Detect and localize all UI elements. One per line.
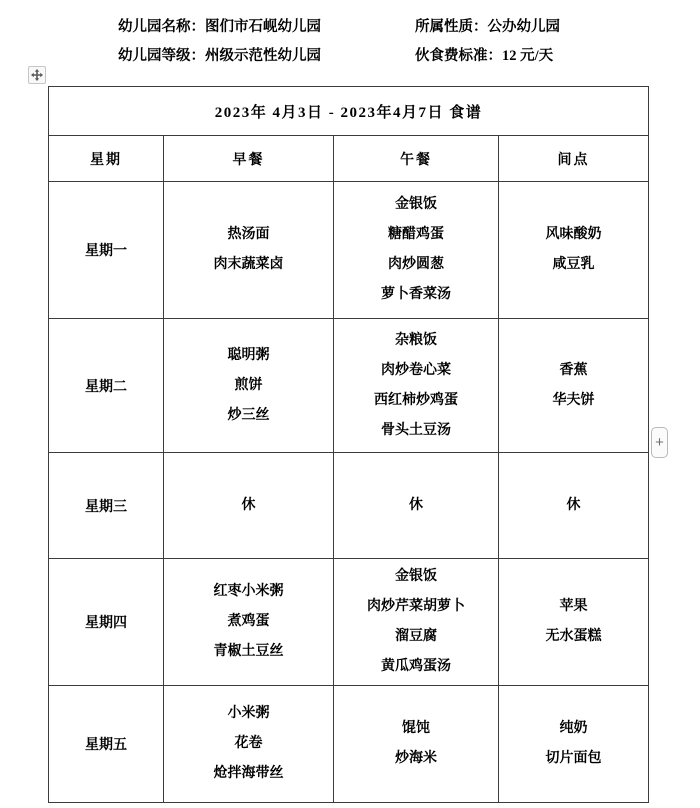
document-header: [0, 11, 700, 69]
snack-cell: [499, 453, 649, 559]
meal-fee-label: 伙食费标准：: [415, 48, 502, 64]
four-way-arrow-icon: [31, 69, 43, 81]
dish: 糖醋鸡蛋: [388, 227, 444, 242]
dish: 骨头土豆汤: [381, 422, 451, 438]
dish: 青椒土豆丝: [213, 644, 284, 659]
dish: 休: [409, 497, 423, 513]
dish: 肉炒卷心菜: [381, 362, 451, 378]
dish: 休: [241, 497, 256, 513]
table-row-monday: [49, 182, 649, 319]
dish: 苹果: [559, 599, 588, 614]
dish: 小米粥: [227, 706, 270, 721]
breakfast-cell: [164, 559, 334, 686]
table-row-friday: [49, 686, 649, 803]
day-cell: 星期四: [49, 559, 164, 686]
header-line-2: [0, 40, 700, 69]
add-button[interactable]: [651, 427, 668, 458]
lunch-cell: [334, 453, 499, 559]
table-row-thursday: [49, 559, 649, 686]
day-cell: 星期二: [49, 319, 164, 453]
menu-title: 2023年 4月3日 - 2023年4月7日 食谱: [49, 87, 649, 136]
day-cell: 星期一: [49, 182, 164, 319]
dish: 风味酸奶: [545, 227, 602, 242]
dish: 煎饼: [234, 377, 263, 393]
lunch-cell: [334, 182, 499, 319]
dish: 杂粮饭: [395, 332, 437, 348]
dish: 黄瓜鸡蛋汤: [381, 659, 451, 674]
day-cell: 星期三: [49, 453, 164, 559]
col-header-breakfast: 早餐: [164, 136, 334, 182]
snack-cell: [499, 182, 649, 319]
grade-value: 州级示范性幼儿园: [205, 48, 321, 64]
breakfast-cell: [164, 319, 334, 453]
dish: 咸豆乳: [552, 257, 595, 272]
dish: 金银饭: [395, 569, 437, 584]
dish: 馄饨: [402, 721, 430, 736]
col-header-lunch: 午餐: [334, 136, 499, 182]
dish: 纯奶: [559, 721, 588, 736]
dish: 切片面包: [545, 751, 602, 766]
lunch-cell: [334, 686, 499, 803]
snack-cell: [499, 559, 649, 686]
lunch-cell: [334, 319, 499, 453]
grade-label: 幼儿园等级：: [118, 48, 205, 64]
header-line-1: [0, 11, 700, 40]
dish: 休: [566, 497, 581, 513]
breakfast-cell: [164, 182, 334, 319]
snack-cell: [499, 686, 649, 803]
dish: 金银饭: [395, 197, 437, 212]
table-move-handle[interactable]: [28, 66, 46, 84]
dish: 溜豆腐: [395, 629, 437, 644]
table-header-row: [49, 136, 649, 182]
col-header-day: 星期: [49, 136, 164, 182]
kindergarten-name-value: 图们市石岘幼儿园: [205, 19, 321, 35]
dish: 肉炒圆葱: [388, 257, 444, 272]
dish: 炝拌海带丝: [213, 766, 284, 781]
dish: 华夫饼: [552, 392, 595, 408]
dish: 无水蛋糕: [545, 629, 602, 644]
day-cell: 星期五: [49, 686, 164, 803]
dish: 煮鸡蛋: [227, 614, 270, 629]
ownership-label: 所属性质：: [415, 19, 488, 35]
menu-table: [48, 86, 649, 803]
snack-cell: [499, 319, 649, 453]
plus-icon: +: [655, 434, 664, 451]
dish: 炒海米: [395, 751, 437, 766]
dish: 肉炒芹菜胡萝卜: [367, 599, 465, 614]
dish: 聪明粥: [227, 347, 270, 363]
table-row-wednesday: [49, 453, 649, 559]
meal-fee-value: 12 元/天: [502, 48, 554, 64]
dish: 红枣小米粥: [213, 584, 284, 599]
table-row-tuesday: [49, 319, 649, 453]
dish: 香蕉: [559, 362, 588, 378]
dish: 炒三丝: [227, 407, 270, 423]
table-title-row: [49, 87, 649, 136]
dish: 热汤面: [227, 227, 270, 242]
ownership-value: 公办幼儿园: [487, 19, 560, 35]
breakfast-cell: [164, 453, 334, 559]
kindergarten-name-label: 幼儿园名称：: [118, 19, 205, 35]
dish: 萝卜香菜汤: [381, 287, 451, 302]
dish: 西红柿炒鸡蛋: [374, 392, 458, 408]
dish: 花卷: [234, 736, 263, 751]
dish: 肉末蔬菜卤: [213, 257, 284, 272]
breakfast-cell: [164, 686, 334, 803]
lunch-cell: [334, 559, 499, 686]
col-header-snack: 间点: [499, 136, 649, 182]
